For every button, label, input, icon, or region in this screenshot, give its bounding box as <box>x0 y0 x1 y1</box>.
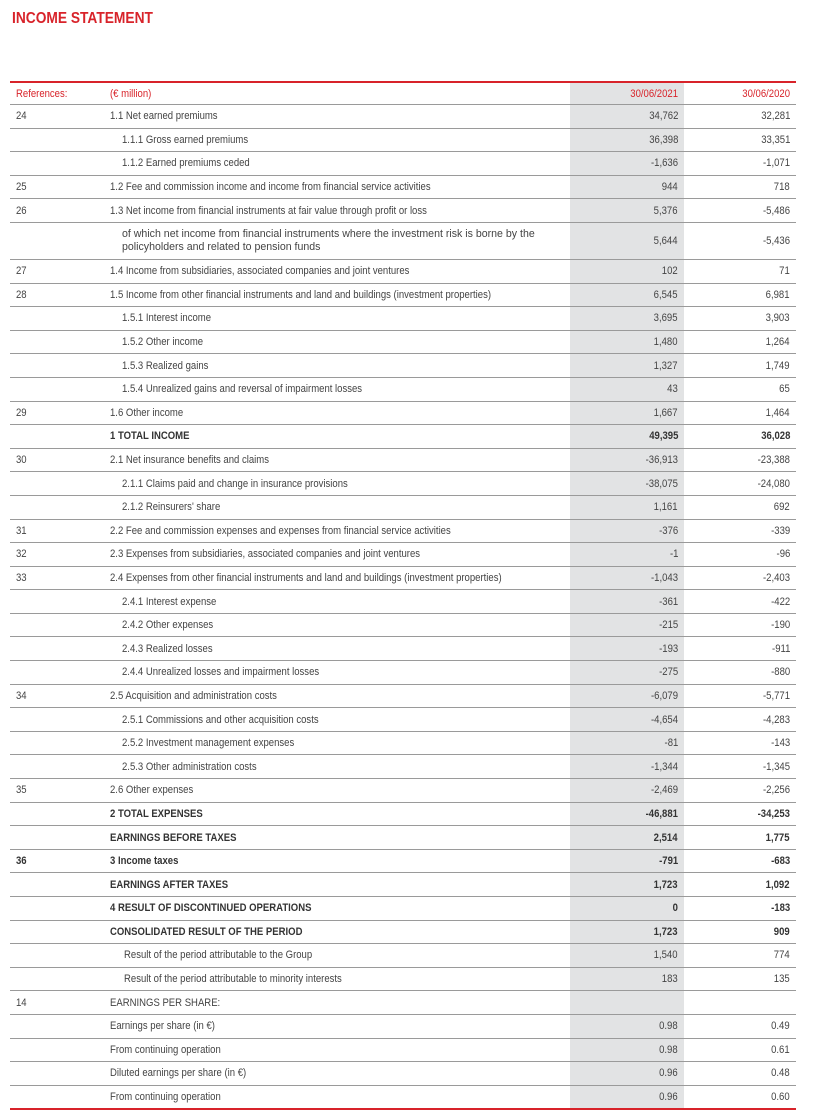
page-title: INCOME STATEMENT <box>12 10 153 27</box>
row-description: 2.5.2 Investment management expenses <box>106 731 570 755</box>
row-value-2021: -1,636 <box>570 152 684 176</box>
row-description: 1.4 Income from subsidiaries, associated companies and joint ventures <box>106 259 570 283</box>
row-description: 2.4.3 Realized losses <box>106 637 570 661</box>
row-value-2021: 102 <box>570 259 684 283</box>
table-row <box>10 1014 796 1038</box>
table-row <box>10 519 796 543</box>
row-reference: 32 <box>10 543 106 567</box>
header-references: References: <box>10 83 106 105</box>
row-reference: 25 <box>10 175 106 199</box>
row-description: 2.1.2 Reinsurers' share <box>106 495 570 519</box>
row-description: of which net income from financial instruments where the investment risk is borne by the policyholders and related to pension funds <box>106 222 570 259</box>
row-description: CONSOLIDATED RESULT OF THE PERIOD <box>106 920 570 944</box>
table-row <box>10 199 796 223</box>
row-value-2020: -5,771 <box>684 684 796 708</box>
row-reference: 30 <box>10 448 106 472</box>
header-unit: (€ million) <box>106 83 570 105</box>
row-value-2021: 1,327 <box>570 354 684 378</box>
row-description: 1.1 Net earned premiums <box>106 105 570 129</box>
table-row <box>10 1038 796 1062</box>
table-row <box>10 613 796 637</box>
row-value-2020: -5,486 <box>684 199 796 223</box>
row-value-2021: 1,480 <box>570 330 684 354</box>
row-value-2021: -2,469 <box>570 779 684 803</box>
row-value-2021: -791 <box>570 849 684 873</box>
row-description: Result of the period attributable to minority interests <box>106 967 570 991</box>
table-row <box>10 377 796 401</box>
row-description: 2.4.1 Interest expense <box>106 590 570 614</box>
row-description: 1.5.2 Other income <box>106 330 570 354</box>
row-value-2020: 0.61 <box>684 1038 796 1062</box>
row-value-2020: 909 <box>684 920 796 944</box>
row-description: EARNINGS AFTER TAXES <box>106 873 570 897</box>
row-value-2020: -880 <box>684 661 796 685</box>
row-description: 2.5.1 Commissions and other acquisition costs <box>106 708 570 732</box>
income-statement-table-wrap <box>10 81 796 1110</box>
row-value-2020: -2,256 <box>684 779 796 803</box>
row-value-2021: -38,075 <box>570 472 684 496</box>
table-header-row <box>10 83 796 105</box>
table-row <box>10 873 796 897</box>
row-reference <box>10 377 106 401</box>
row-description: 2.6 Other expenses <box>106 779 570 803</box>
row-value-2020: 6,981 <box>684 283 796 307</box>
row-value-2021: -1,043 <box>570 566 684 590</box>
table-row <box>10 967 796 991</box>
table-row <box>10 684 796 708</box>
table-row <box>10 472 796 496</box>
row-description: 1.2 Fee and commission income and income from financial service activities <box>106 175 570 199</box>
row-reference <box>10 152 106 176</box>
row-description: 1.3 Net income from financial instruments at fair value through profit or loss <box>106 199 570 223</box>
row-reference: 29 <box>10 401 106 425</box>
row-value-2021: 5,644 <box>570 222 684 259</box>
row-description: 2.1.1 Claims paid and change in insurance provisions <box>106 472 570 496</box>
row-value-2020: 0.48 <box>684 1062 796 1086</box>
row-description: Diluted earnings per share (in €) <box>106 1062 570 1086</box>
row-value-2020: -2,403 <box>684 566 796 590</box>
row-value-2021: 944 <box>570 175 684 199</box>
row-value-2021: 0.98 <box>570 1038 684 1062</box>
row-reference <box>10 661 106 685</box>
table-row <box>10 105 796 129</box>
row-value-2020: 32,281 <box>684 105 796 129</box>
row-value-2020: -1,345 <box>684 755 796 779</box>
row-description: 1.5.1 Interest income <box>106 307 570 331</box>
table-row <box>10 779 796 803</box>
table-row <box>10 897 796 921</box>
row-value-2020: 36,028 <box>684 425 796 449</box>
row-reference <box>10 802 106 826</box>
table-row <box>10 543 796 567</box>
row-description: EARNINGS BEFORE TAXES <box>106 826 570 850</box>
row-value-2020: 3,903 <box>684 307 796 331</box>
table-row <box>10 731 796 755</box>
row-value-2020: -24,080 <box>684 472 796 496</box>
row-description: 2 TOTAL EXPENSES <box>106 802 570 826</box>
row-value-2020: 692 <box>684 495 796 519</box>
table-row <box>10 1062 796 1086</box>
header-period-2021: 30/06/2021 <box>570 83 684 105</box>
row-reference: 14 <box>10 991 106 1015</box>
row-reference: 34 <box>10 684 106 708</box>
row-reference <box>10 1038 106 1062</box>
row-reference <box>10 495 106 519</box>
row-value-2021: 1,540 <box>570 944 684 968</box>
row-value-2020: -96 <box>684 543 796 567</box>
row-description: 1.1.2 Earned premiums ceded <box>106 152 570 176</box>
row-value-2021: 49,395 <box>570 425 684 449</box>
row-reference <box>10 1062 106 1086</box>
row-description: 1.1.1 Gross earned premiums <box>106 128 570 152</box>
table-row <box>10 708 796 732</box>
row-description: 1.5.4 Unrealized gains and reversal of impairment losses <box>106 377 570 401</box>
row-value-2021: -376 <box>570 519 684 543</box>
row-value-2021: -36,913 <box>570 448 684 472</box>
row-reference <box>10 128 106 152</box>
row-value-2020: 0.60 <box>684 1085 796 1109</box>
income-statement-table <box>10 83 796 1110</box>
row-reference <box>10 1014 106 1038</box>
row-description: Earnings per share (in €) <box>106 1014 570 1038</box>
table-row <box>10 175 796 199</box>
row-value-2021: -81 <box>570 731 684 755</box>
row-reference <box>10 330 106 354</box>
row-reference: 33 <box>10 566 106 590</box>
row-description: 2.4.2 Other expenses <box>106 613 570 637</box>
row-description: 2.3 Expenses from subsidiaries, associated companies and joint ventures <box>106 543 570 567</box>
row-value-2021: 1,723 <box>570 873 684 897</box>
row-description: From continuing operation <box>106 1085 570 1109</box>
row-reference <box>10 826 106 850</box>
table-row <box>10 802 796 826</box>
row-value-2021: 5,376 <box>570 199 684 223</box>
row-value-2020: -1,071 <box>684 152 796 176</box>
row-value-2021: 36,398 <box>570 128 684 152</box>
row-description: 2.5 Acquisition and administration costs <box>106 684 570 708</box>
row-reference <box>10 637 106 661</box>
table-row <box>10 307 796 331</box>
row-value-2021 <box>570 991 684 1015</box>
table-row <box>10 661 796 685</box>
row-reference <box>10 590 106 614</box>
row-value-2020: -34,253 <box>684 802 796 826</box>
table-row <box>10 354 796 378</box>
row-reference <box>10 1085 106 1109</box>
row-value-2021: 43 <box>570 377 684 401</box>
row-reference: 24 <box>10 105 106 129</box>
row-reference <box>10 425 106 449</box>
row-value-2021: 0 <box>570 897 684 921</box>
row-description: 2.2 Fee and commission expenses and expenses from financial service activities <box>106 519 570 543</box>
row-description: From continuing operation <box>106 1038 570 1062</box>
table-row <box>10 566 796 590</box>
row-value-2020: -183 <box>684 897 796 921</box>
row-value-2020: 1,264 <box>684 330 796 354</box>
row-value-2021: -361 <box>570 590 684 614</box>
row-value-2021: -4,654 <box>570 708 684 732</box>
header-period-2020: 30/06/2020 <box>684 83 796 105</box>
row-value-2020: 718 <box>684 175 796 199</box>
row-reference <box>10 755 106 779</box>
row-reference: 31 <box>10 519 106 543</box>
row-reference: 26 <box>10 199 106 223</box>
row-reference <box>10 920 106 944</box>
table-row <box>10 330 796 354</box>
table-row <box>10 826 796 850</box>
row-description: 4 RESULT OF DISCONTINUED OPERATIONS <box>106 897 570 921</box>
row-value-2020: 1,775 <box>684 826 796 850</box>
row-description: EARNINGS PER SHARE: <box>106 991 570 1015</box>
row-value-2020: 1,749 <box>684 354 796 378</box>
table-row <box>10 849 796 873</box>
row-value-2021: 1,723 <box>570 920 684 944</box>
row-reference <box>10 354 106 378</box>
row-value-2021: 1,667 <box>570 401 684 425</box>
row-value-2021: 0.98 <box>570 1014 684 1038</box>
row-value-2020: 71 <box>684 259 796 283</box>
table-row <box>10 222 796 259</box>
table-row <box>10 590 796 614</box>
row-value-2020: -4,283 <box>684 708 796 732</box>
row-value-2020: -190 <box>684 613 796 637</box>
table-row <box>10 755 796 779</box>
row-reference: 35 <box>10 779 106 803</box>
table-row <box>10 128 796 152</box>
row-value-2020: 774 <box>684 944 796 968</box>
row-reference <box>10 944 106 968</box>
row-value-2021: 0.96 <box>570 1062 684 1086</box>
row-description: 3 Income taxes <box>106 849 570 873</box>
row-value-2020: -23,388 <box>684 448 796 472</box>
row-value-2021: 2,514 <box>570 826 684 850</box>
row-description: Result of the period attributable to the Group <box>106 944 570 968</box>
table-row <box>10 920 796 944</box>
row-reference <box>10 222 106 259</box>
table-row <box>10 283 796 307</box>
table-row <box>10 448 796 472</box>
row-value-2020: -5,436 <box>684 222 796 259</box>
table-row <box>10 425 796 449</box>
row-value-2021: -1,344 <box>570 755 684 779</box>
row-value-2021: 1,161 <box>570 495 684 519</box>
row-value-2020 <box>684 991 796 1015</box>
row-value-2021: 0.96 <box>570 1085 684 1109</box>
row-reference: 28 <box>10 283 106 307</box>
row-reference <box>10 708 106 732</box>
row-description: 2.5.3 Other administration costs <box>106 755 570 779</box>
table-row <box>10 152 796 176</box>
table-row <box>10 495 796 519</box>
row-value-2021: -46,881 <box>570 802 684 826</box>
row-value-2021: 34,762 <box>570 105 684 129</box>
table-row <box>10 401 796 425</box>
row-description: 2.1 Net insurance benefits and claims <box>106 448 570 472</box>
row-reference <box>10 472 106 496</box>
row-value-2021: -1 <box>570 543 684 567</box>
row-value-2020: 33,351 <box>684 128 796 152</box>
row-reference <box>10 967 106 991</box>
row-description: 2.4.4 Unrealized losses and impairment losses <box>106 661 570 685</box>
row-value-2020: 135 <box>684 967 796 991</box>
row-description: 2.4 Expenses from other financial instruments and land and buildings (investment properties) <box>106 566 570 590</box>
row-value-2021: 3,695 <box>570 307 684 331</box>
row-reference: 27 <box>10 259 106 283</box>
row-value-2021: -275 <box>570 661 684 685</box>
row-value-2020: -339 <box>684 519 796 543</box>
row-value-2021: 6,545 <box>570 283 684 307</box>
row-description: 1.6 Other income <box>106 401 570 425</box>
row-value-2020: -683 <box>684 849 796 873</box>
row-description: 1 TOTAL INCOME <box>106 425 570 449</box>
row-reference: 36 <box>10 849 106 873</box>
row-value-2020: -143 <box>684 731 796 755</box>
row-reference <box>10 307 106 331</box>
row-value-2020: -422 <box>684 590 796 614</box>
row-value-2021: -6,079 <box>570 684 684 708</box>
row-value-2021: -193 <box>570 637 684 661</box>
row-value-2020: 1,464 <box>684 401 796 425</box>
row-reference <box>10 873 106 897</box>
row-value-2021: -215 <box>570 613 684 637</box>
row-value-2020: 0.49 <box>684 1014 796 1038</box>
row-reference <box>10 731 106 755</box>
table-row <box>10 944 796 968</box>
table-row <box>10 259 796 283</box>
row-value-2020: -911 <box>684 637 796 661</box>
row-reference <box>10 613 106 637</box>
row-value-2020: 1,092 <box>684 873 796 897</box>
table-row <box>10 637 796 661</box>
row-description: 1.5.3 Realized gains <box>106 354 570 378</box>
table-row <box>10 991 796 1015</box>
row-value-2021: 183 <box>570 967 684 991</box>
row-description: 1.5 Income from other financial instruments and land and buildings (investment properties) <box>106 283 570 307</box>
row-value-2020: 65 <box>684 377 796 401</box>
row-reference <box>10 897 106 921</box>
table-row <box>10 1085 796 1109</box>
